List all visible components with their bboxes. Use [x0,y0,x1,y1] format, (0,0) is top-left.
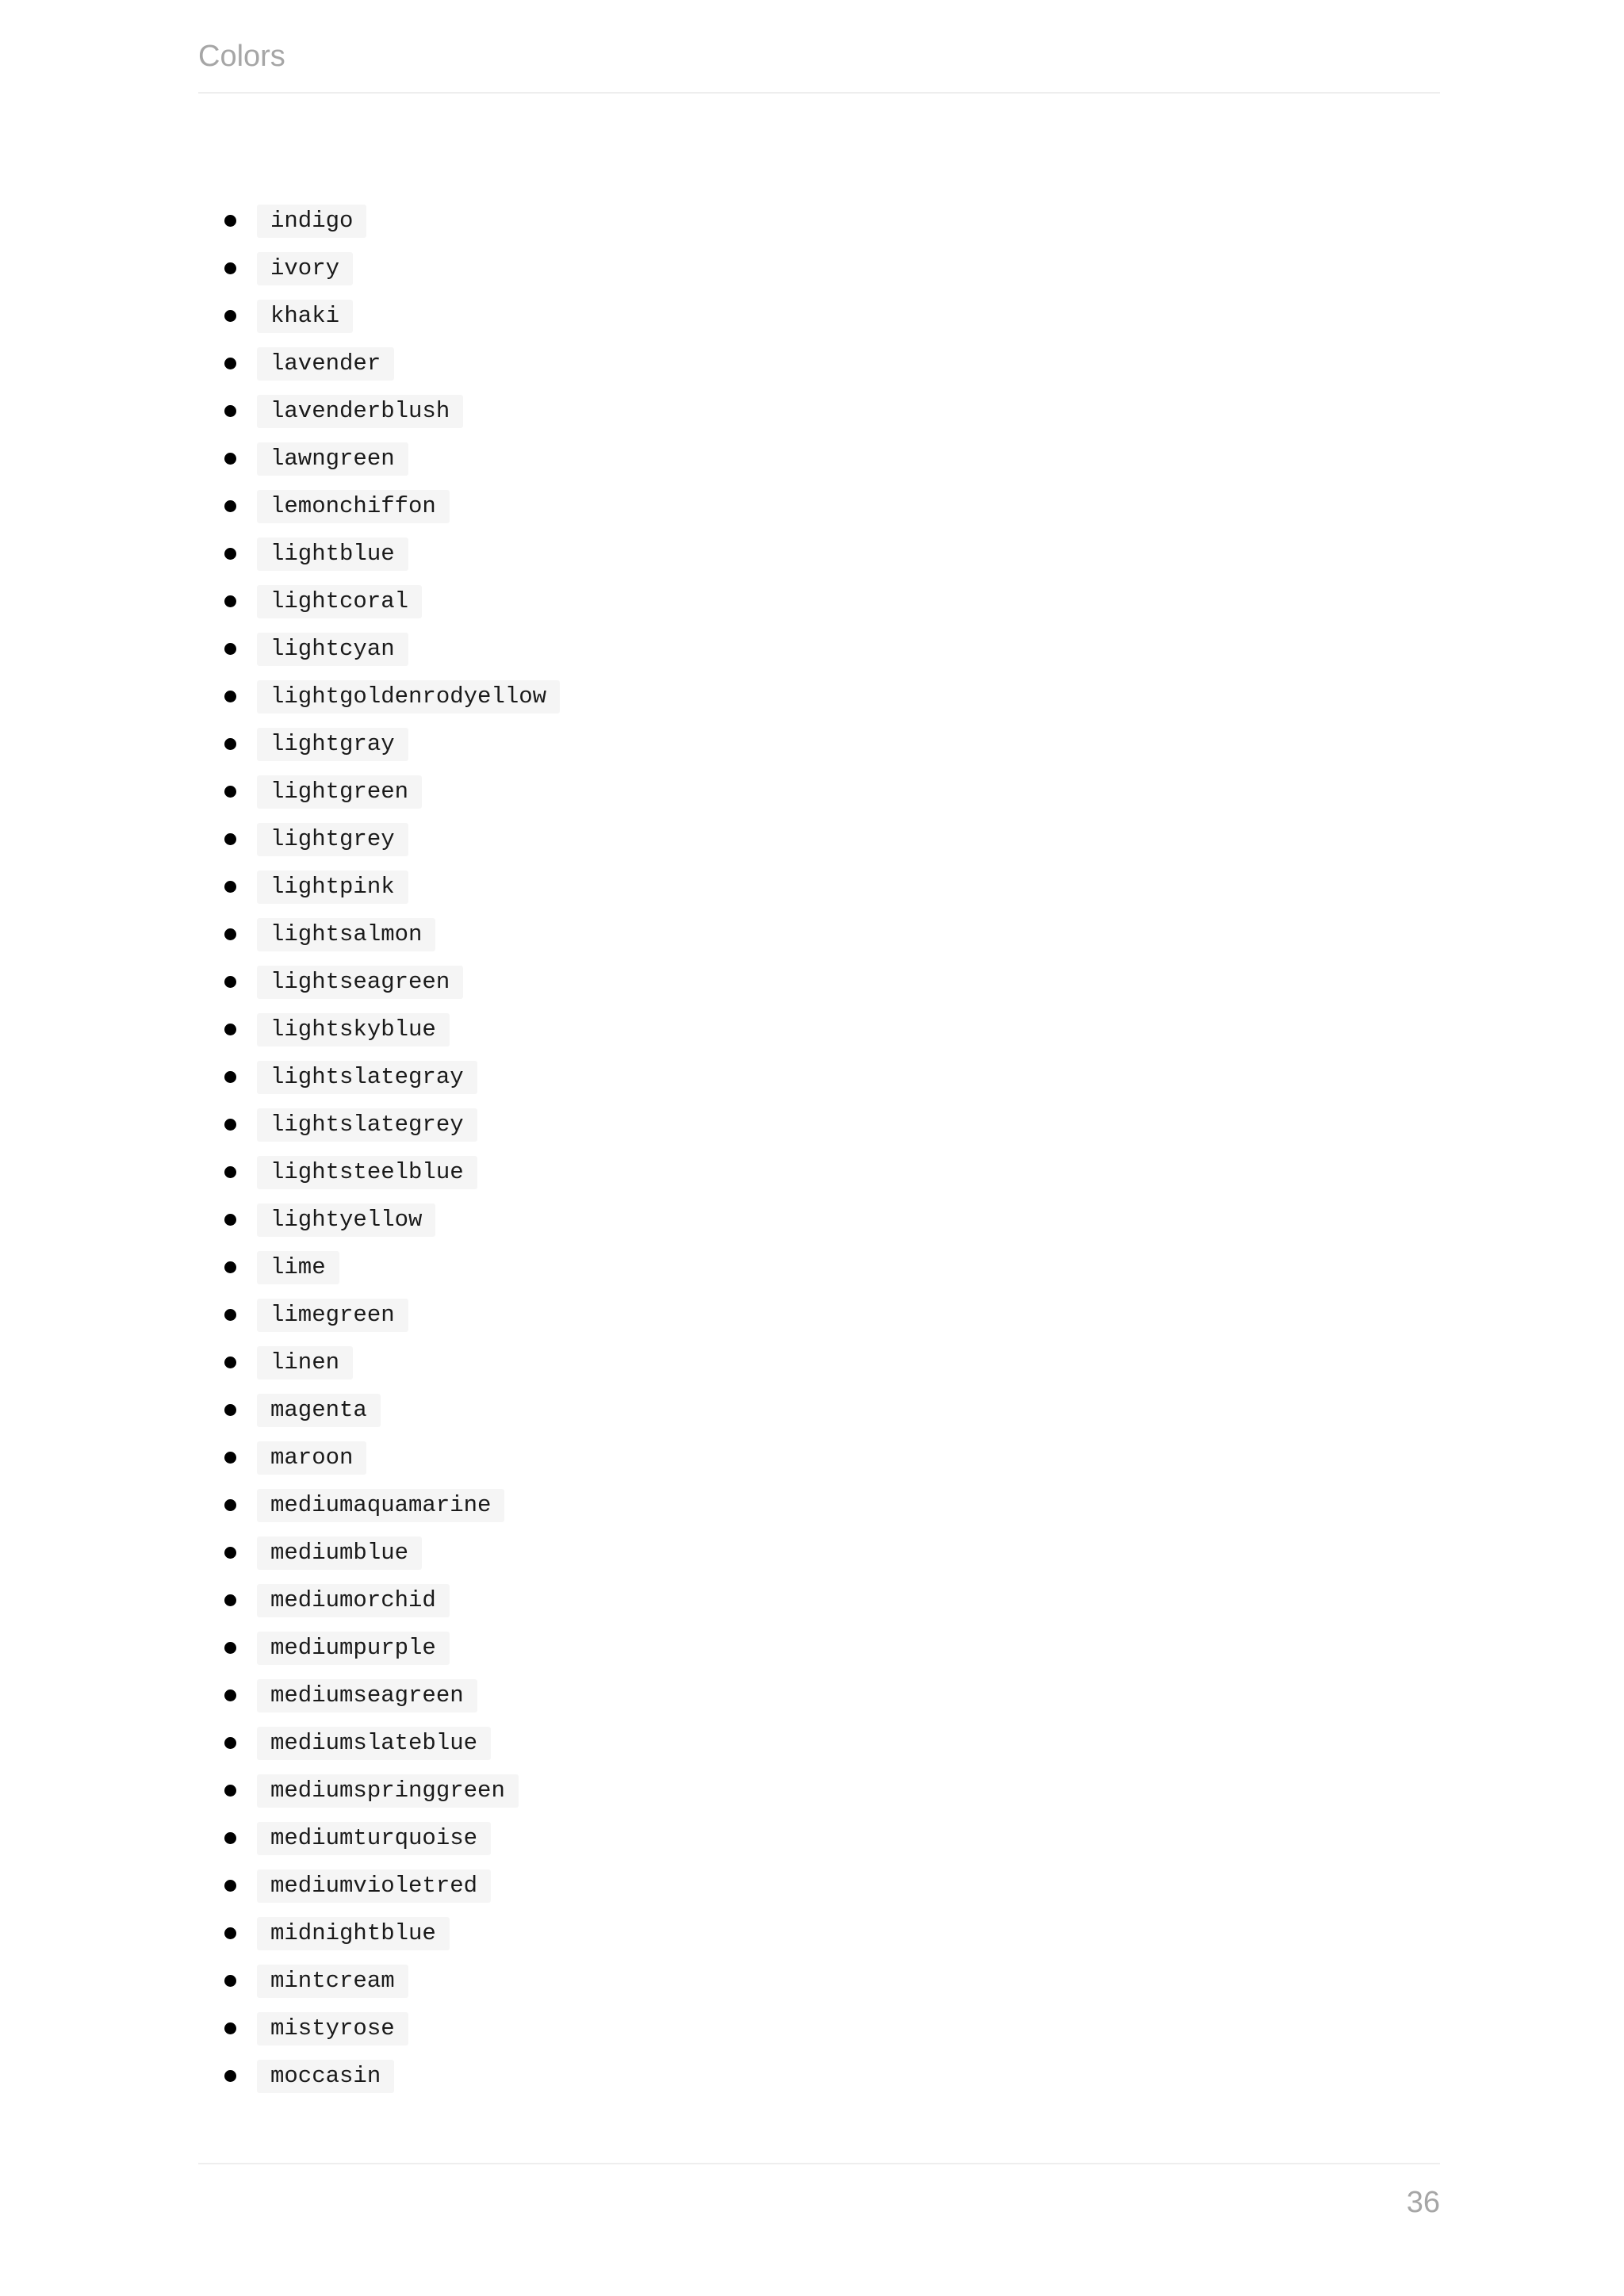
page-number: 36 [1406,2186,1440,2219]
list-item [198,298,912,346]
color-name-code: lime [257,1251,339,1284]
color-name-code: lightseagreen [257,966,463,999]
list-item [198,1678,912,1725]
list-item [198,1630,912,1678]
list-item [198,726,912,774]
color-name-code: lightsalmon [257,918,435,951]
bullet-icon [224,595,236,607]
list-item [198,1440,912,1487]
list-item [198,203,912,251]
list-item [198,1915,912,1963]
page-footer [198,2163,1440,2234]
list-item [198,1487,912,1535]
list-item [198,1582,912,1630]
list-item [198,1107,912,1154]
color-name-code: lightslategray [257,1061,477,1094]
bullet-icon [224,500,236,512]
bullet-icon [224,1071,236,1083]
bullet-icon [224,1166,236,1178]
bullet-icon [224,262,236,274]
color-name-code: lemonchiffon [257,490,450,523]
bullet-icon [224,1785,236,1797]
color-name-code: limegreen [257,1299,408,1332]
list-item [198,774,912,821]
bullet-icon [224,1452,236,1464]
bullet-icon [224,1832,236,1844]
color-name-code: lightpink [257,871,408,904]
bullet-icon [224,1309,236,1321]
list-item [198,1012,912,1059]
list-item [198,1345,912,1392]
color-name-code: lawngreen [257,442,408,476]
bullet-icon [224,1261,236,1273]
color-name-code: lightgreen [257,775,422,809]
page-title: Colors [198,40,285,73]
list-item [198,631,912,679]
bullet-icon [224,215,236,227]
color-name-code: mediumslateblue [257,1727,491,1760]
list-item [198,1773,912,1820]
bullet-icon [224,2070,236,2082]
list-item [198,1963,912,2011]
color-name-code: mediumorchid [257,1584,450,1617]
list-item [198,1297,912,1345]
color-name-code: magenta [257,1394,381,1427]
list-item [198,2058,912,2106]
list-item [198,1725,912,1773]
color-name-code: mediumpurple [257,1632,450,1665]
bullet-icon [224,358,236,369]
list-item [198,869,912,916]
bullet-icon [224,1689,236,1701]
color-name-code: mediumturquoise [257,1822,491,1855]
color-name-code: mediumspringgreen [257,1774,519,1808]
color-name-code: lightcyan [257,633,408,666]
color-name-code: khaki [257,300,353,333]
bullet-icon [224,833,236,845]
bullet-icon [224,1927,236,1939]
bullet-icon [224,1024,236,1035]
list-item [198,251,912,298]
color-list [198,203,912,2106]
list-item [198,1202,912,1249]
bullet-icon [224,1357,236,1368]
bullet-icon [224,405,236,417]
color-name-code: lightgrey [257,823,408,856]
bullet-icon [224,1642,236,1654]
list-item [198,441,912,488]
bullet-icon [224,310,236,322]
list-item [198,1249,912,1297]
color-name-code: lavender [257,347,394,381]
color-name-code: lightskyblue [257,1013,450,1047]
bullet-icon [224,881,236,893]
list-item [198,346,912,393]
color-name-code: lightblue [257,538,408,571]
color-name-code: midnightblue [257,1917,450,1950]
list-item [198,584,912,631]
color-name-code: lightyellow [257,1203,435,1237]
bullet-icon [224,1880,236,1892]
bullet-icon [224,928,236,940]
color-name-code: mediumaquamarine [257,1489,504,1522]
color-name-code: ivory [257,252,353,285]
bullet-icon [224,1737,236,1749]
bullet-icon [224,548,236,560]
bullet-icon [224,1119,236,1131]
color-name-code: lightgray [257,728,408,761]
color-name-code: lightsteelblue [257,1156,477,1189]
list-item [198,1154,912,1202]
color-name-code: mintcream [257,1965,408,1998]
color-name-code: indigo [257,205,366,238]
bullet-icon [224,1404,236,1416]
bullet-icon [224,976,236,988]
list-item [198,2011,912,2058]
bullet-icon [224,1499,236,1511]
list-item [198,1059,912,1107]
color-name-code: mediumblue [257,1536,422,1570]
list-item [198,821,912,869]
list-item [198,679,912,726]
color-name-code: lightslategrey [257,1108,477,1142]
color-name-code: maroon [257,1441,366,1475]
bullet-icon [224,738,236,750]
color-name-code: linen [257,1346,353,1380]
list-item [198,393,912,441]
bullet-icon [224,691,236,702]
list-item [198,1392,912,1440]
bullet-icon [224,786,236,798]
bullet-icon [224,2022,236,2034]
bullet-icon [224,1975,236,1987]
color-name-code: lightcoral [257,585,422,618]
bullet-icon [224,453,236,465]
color-name-code: mediumvioletred [257,1869,491,1903]
page-header [198,35,1440,94]
color-name-code: moccasin [257,2060,394,2093]
color-name-code: lavenderblush [257,395,463,428]
list-item [198,536,912,584]
color-name-code: mistyrose [257,2012,408,2045]
list-item [198,964,912,1012]
bullet-icon [224,1214,236,1226]
bullet-icon [224,1547,236,1559]
color-name-code: lightgoldenrodyellow [257,680,560,714]
list-item [198,1868,912,1915]
color-name-code: mediumseagreen [257,1679,477,1712]
list-item [198,488,912,536]
list-item [198,916,912,964]
list-item [198,1820,912,1868]
bullet-icon [224,643,236,655]
bullet-icon [224,1594,236,1606]
list-item [198,1535,912,1582]
